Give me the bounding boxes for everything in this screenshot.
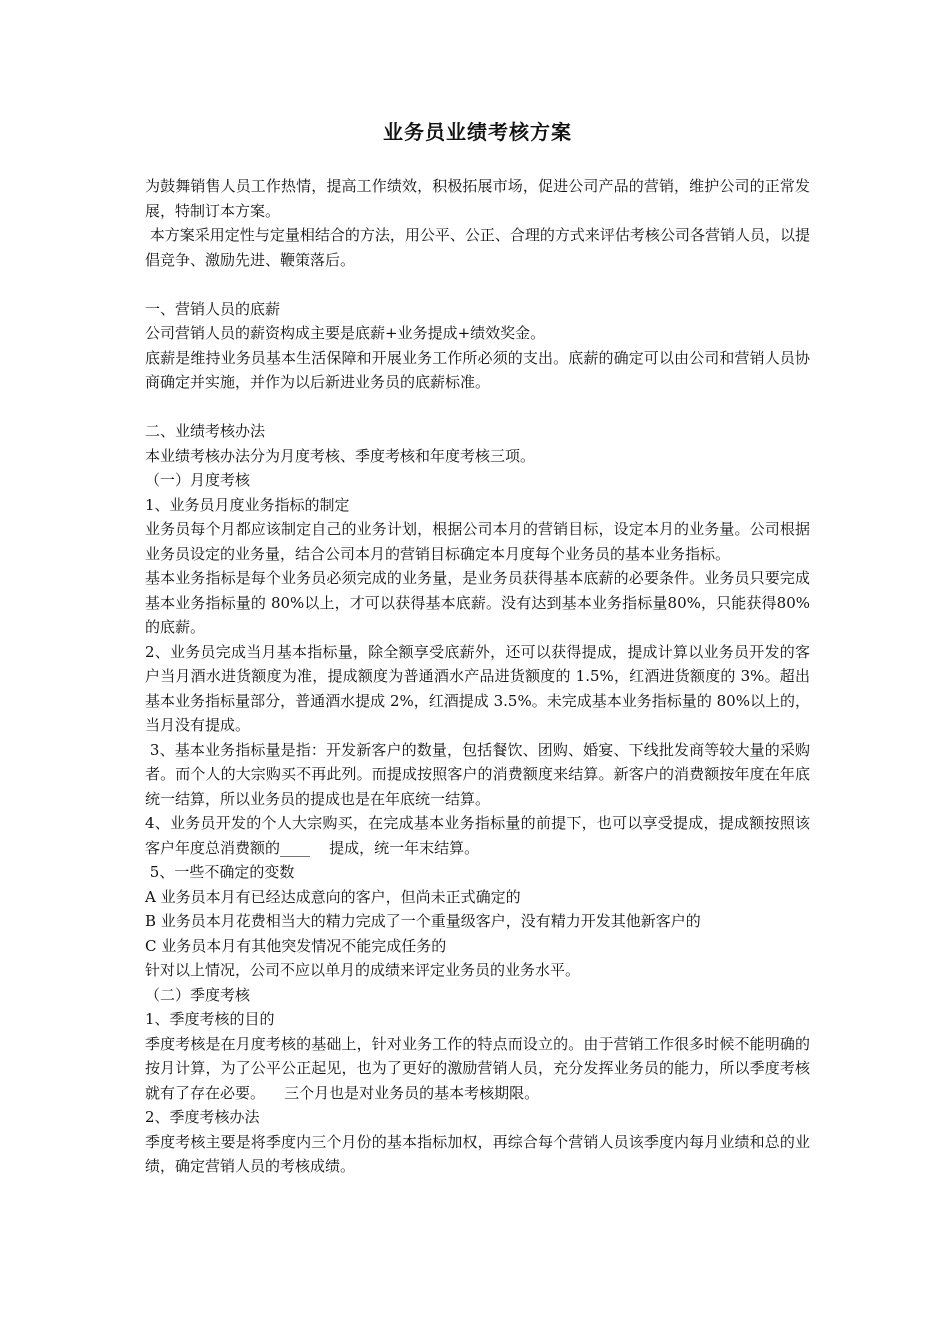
- document-page: [145, 118, 810, 1179]
- variable-b: B 业务员本月花费相当大的精力完成了一个重量级客户，没有精力开发其他新客户的: [145, 912, 701, 930]
- bulk-purchase-paragraph: 4、业务员开发的个人大宗购买，在完成基本业务指标量的前提下，也可以享受提成，提成额按照该客户年度总消费额的____ 提成，统一年末结算。: [145, 814, 810, 857]
- subsection-heading-monthly: （一）月度考核: [145, 471, 251, 489]
- variable-a: A 业务员本月有已经达成意向的客户，但尚未正式确定的: [145, 887, 521, 906]
- intro-paragraph: 为鼓舞销售人员工作热情，提高工作绩效，积极拓展市场，促进公司产品的营销，维护公司的正常发展，特制订本方案。: [145, 177, 810, 220]
- section-heading-base-salary: 一、营销人员的底薪: [145, 299, 281, 318]
- quarterly-method-paragraph: 季度考核主要是将季度内三个月份的基本指标加权，再综合每个营销人员该季度内每月业绩和总的业绩，确定营销人员的考核成绩。: [145, 1132, 810, 1175]
- monthly-plan-paragraph: 业务员每个月都应该制定自己的业务计划，根据公司本月的营销目标，设定本月的业务量。公司根据业务员设定的业务量，结合公司本月的营销目标确定本月度每个业务员的基本业务指标。: [145, 520, 810, 563]
- subsection-heading-quarterly: （二）季度考核: [145, 985, 251, 1004]
- item-heading-quarterly-purpose: 1、季度考核的目的: [145, 1010, 275, 1028]
- salary-structure-paragraph: 公司营销人员的薪资构成主要是底薪+业务提成+绩效奖金。: [145, 324, 546, 342]
- section-heading-assessment: 二、业绩考核办法: [145, 422, 266, 440]
- variables-conclusion: 针对以上情况，公司不应以单月的成绩来评定业务员的业务水平。: [145, 961, 581, 979]
- method-paragraph: 本方案采用定性与定量相结合的方法，用公平、公正、合理的方式来评估考核公司各营销人员，以提倡竞争、激励先进、鞭策落后。: [145, 226, 810, 269]
- base-salary-paragraph: 底薪是维持业务员基本生活保障和开展业务工作所必须的支出。底薪的确定可以由公司和营销人员协商确定并实施，并作为以后新进业务员的底薪标准。: [145, 348, 810, 391]
- basic-target-paragraph: 基本业务指标是每个业务员必须完成的业务量，是业务员获得基本底薪的必要条件。业务员只要完成基本业务指标量的 80%以上，才可以获得基本底薪。没有达到基本业务指标量80%，只能获得80%的底薪。: [145, 569, 810, 636]
- quarterly-purpose-paragraph: 季度考核是在月度考核的基础上，针对业务工作的特点而设立的。由于营销工作很多时候不能明确的按月计算，为了公平公正起见，也为了更好的激励营销人员，充分发挥业务员的能力，所以季度考核就有了存在必要。 三个月也是对业务员的基本考核期限。: [145, 1034, 810, 1102]
- item-heading-quarterly-method: 2、季度考核办法: [145, 1108, 260, 1126]
- variable-c: C 业务员本月有其他突发情况不能完成任务的: [145, 936, 447, 955]
- assessment-overview-paragraph: 本业绩考核办法分为月度考核、季度考核和年度考核三项。: [145, 446, 536, 465]
- document-title: 业务员业绩考核方案: [383, 120, 572, 144]
- item-heading-monthly-target: 1、业务员月度业务指标的制定: [145, 495, 350, 514]
- blank-line: [145, 395, 810, 420]
- blank-line: [145, 272, 810, 297]
- item-heading-variables: 5、一些不确定的变数: [145, 863, 295, 881]
- commission-paragraph: 2、业务员完成当月基本指标量，除全额享受底薪外，还可以获得提成，提成计算以业务员开发的客户当月酒水进货额度为准，提成额度为普通酒水产品进货额度的 1.5%，红酒进货额度的 3%。超出基本业务指标量部分，普通酒水提成 2%，红酒提成 3.5%。未完成基本业务指标量的 80%以上的，当月没有提成。: [145, 642, 810, 734]
- target-definition-paragraph: 3、基本业务指标量是指：开发新客户的数量，包括餐饮、团购、婚宴、下线批发商等较大量的采购者。而个人的大宗购买不再此列。而提成按照客户的消费额度来结算。新客户的消费额按年度在年底统一结算，所以业务员的提成也是在年底统一结算。: [145, 740, 810, 808]
